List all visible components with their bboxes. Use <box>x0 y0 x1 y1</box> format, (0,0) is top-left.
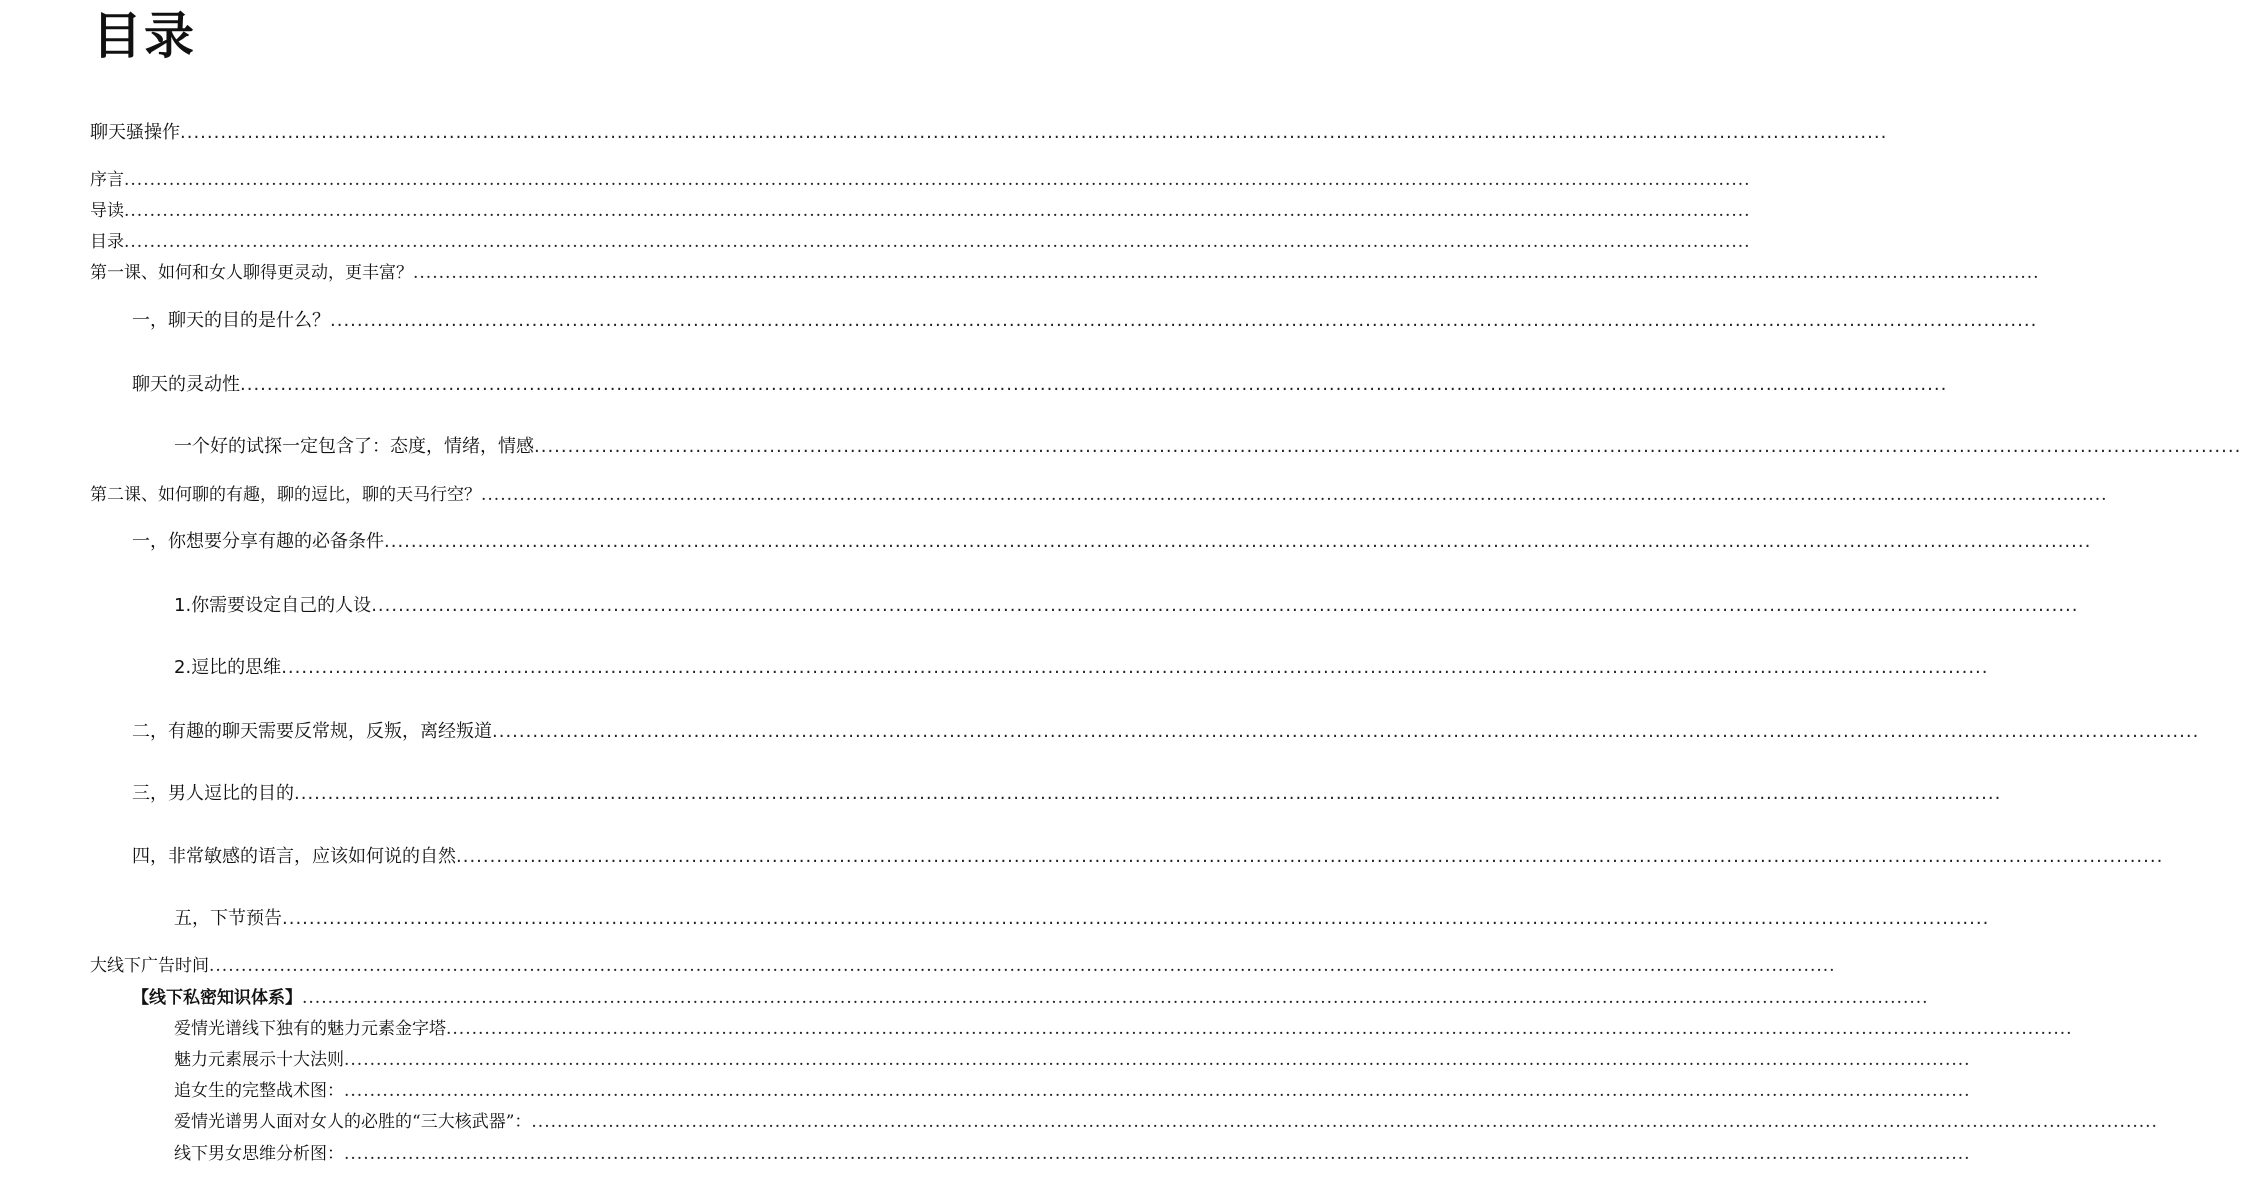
toc-entry-label: 1.你需要设定自己的人设 <box>174 595 372 616</box>
toc-entry[interactable] <box>90 165 1751 190</box>
toc-entry[interactable] <box>174 432 2241 458</box>
toc-entry-label: 目录 <box>90 232 124 252</box>
toc-dot-leader: .............................................................................................................................................................................................................................................................. <box>282 908 1990 929</box>
toc-dot-leader: .............................................................................................................................................................................................................................................................. <box>344 1081 1971 1101</box>
toc-entry[interactable] <box>132 842 2164 868</box>
toc-dot-leader: .............................................................................................................................................................................................................................................................. <box>281 657 1989 678</box>
toc-entry-label: 爱情光谱线下独有的魅力元素金字塔 <box>174 1019 446 1039</box>
toc-entry-label: 三，男人逗比的目的 <box>132 783 294 804</box>
toc-entry[interactable] <box>132 306 2038 332</box>
toc-entry-label: 一个好的试探一定包含了：态度，情绪，情感 <box>174 436 534 457</box>
toc-entry-label: 第二课、如何聊的有趣，聊的逗比，聊的天马行空？ <box>90 485 481 505</box>
toc-dot-leader: .............................................................................................................................................................................................................................................................. <box>492 721 2200 742</box>
toc-entry[interactable] <box>132 717 2200 743</box>
toc-dot-leader: .............................................................................................................................................................................................................................................................. <box>124 170 1751 190</box>
toc-entry[interactable] <box>132 779 2002 805</box>
toc-dot-leader: .............................................................................................................................................................................................................................................................. <box>302 988 1929 1008</box>
toc-entry[interactable] <box>90 196 1751 221</box>
toc-entry[interactable] <box>132 370 1948 396</box>
toc-entry-label: 追女生的完整战术图： <box>174 1081 344 1101</box>
toc-dot-leader: .............................................................................................................................................................................................................................................................. <box>344 1144 1971 1164</box>
toc-entry[interactable] <box>174 1014 2073 1039</box>
toc-dot-leader: .............................................................................................................................................................................................................................................................. <box>124 232 1751 252</box>
page-title: 目录 <box>92 7 196 65</box>
toc-entry[interactable] <box>90 951 1836 976</box>
toc-dot-leader: .............................................................................................................................................................................................................................................................. <box>531 1112 2158 1132</box>
toc-dot-leader: .............................................................................................................................................................................................................................................................. <box>294 783 2002 804</box>
toc-entry[interactable] <box>90 118 1888 144</box>
toc-entry-label: 2.逗比的思维 <box>174 657 282 678</box>
toc-entry[interactable] <box>90 480 2108 505</box>
toc-entry-label: 【线下私密知识体系】 <box>132 988 302 1008</box>
toc-entry[interactable] <box>174 653 1989 679</box>
toc-entry[interactable] <box>174 591 2079 617</box>
toc-entry[interactable] <box>90 227 1751 252</box>
toc-dot-leader: .............................................................................................................................................................................................................................................................. <box>209 956 1836 976</box>
toc-entry-label: 魅力元素展示十大法则 <box>174 1050 344 1070</box>
toc-entry-label: 一，聊天的目的是什么？ <box>132 310 330 331</box>
toc-entry[interactable] <box>132 527 2092 553</box>
toc-dot-leader: .............................................................................................................................................................................................................................................................. <box>240 374 1948 395</box>
toc-dot-leader: .............................................................................................................................................................................................................................................................. <box>413 263 2040 283</box>
toc-entry-label: 一，你想要分享有趣的必备条件 <box>132 531 384 552</box>
toc-entry[interactable] <box>174 1076 1971 1101</box>
toc-dot-leader: .............................................................................................................................................................................................................................................................. <box>384 531 2092 552</box>
toc-dot-leader: .............................................................................................................................................................................................................................................................. <box>446 1019 2073 1039</box>
toc-entry-label: 爱情光谱男人面对女人的必胜的“三大核武器”： <box>174 1112 532 1132</box>
toc-entry-label: 聊天骚操作 <box>90 122 180 143</box>
toc-dot-leader: .............................................................................................................................................................................................................................................................. <box>481 485 2108 505</box>
toc-entry-label: 第一课、如何和女人聊得更灵动，更丰富？ <box>90 263 413 283</box>
toc-entry-label: 二，有趣的聊天需要反常规，反叛，离经叛道 <box>132 721 492 742</box>
toc-dot-leader: .............................................................................................................................................................................................................................................................. <box>180 122 1888 143</box>
toc-entry-label: 序言 <box>90 170 124 190</box>
toc-entry-label: 四，非常敏感的语言，应该如何说的自然 <box>132 846 456 867</box>
toc-dot-leader: .............................................................................................................................................................................................................................................................. <box>124 201 1751 221</box>
toc-dot-leader: .............................................................................................................................................................................................................................................................. <box>330 310 2038 331</box>
toc-dot-leader: .............................................................................................................................................................................................................................................................. <box>456 846 2164 867</box>
toc-entry[interactable] <box>174 1139 1971 1164</box>
toc-entry-label: 导读 <box>90 201 124 221</box>
toc-dot-leader: .............................................................................................................................................................................................................................................................. <box>371 595 2079 616</box>
toc-entry-label: 线下男女思维分析图： <box>174 1144 344 1164</box>
toc-entry-label: 大线下广告时间 <box>90 956 209 976</box>
toc-entry[interactable] <box>132 983 1929 1008</box>
toc-dot-leader: .............................................................................................................................................................................................................................................................. <box>344 1050 1971 1070</box>
toc-dot-leader: .............................................................................................................................................................................................................................................................. <box>534 436 2241 457</box>
toc-entry[interactable] <box>174 904 1990 930</box>
toc-entry-label: 五，下节预告 <box>174 908 282 929</box>
toc-entry-label: 聊天的灵动性 <box>132 374 240 395</box>
toc-entry[interactable] <box>174 1045 1971 1070</box>
toc-entry[interactable] <box>174 1107 2158 1132</box>
toc-entry[interactable] <box>90 258 2040 283</box>
